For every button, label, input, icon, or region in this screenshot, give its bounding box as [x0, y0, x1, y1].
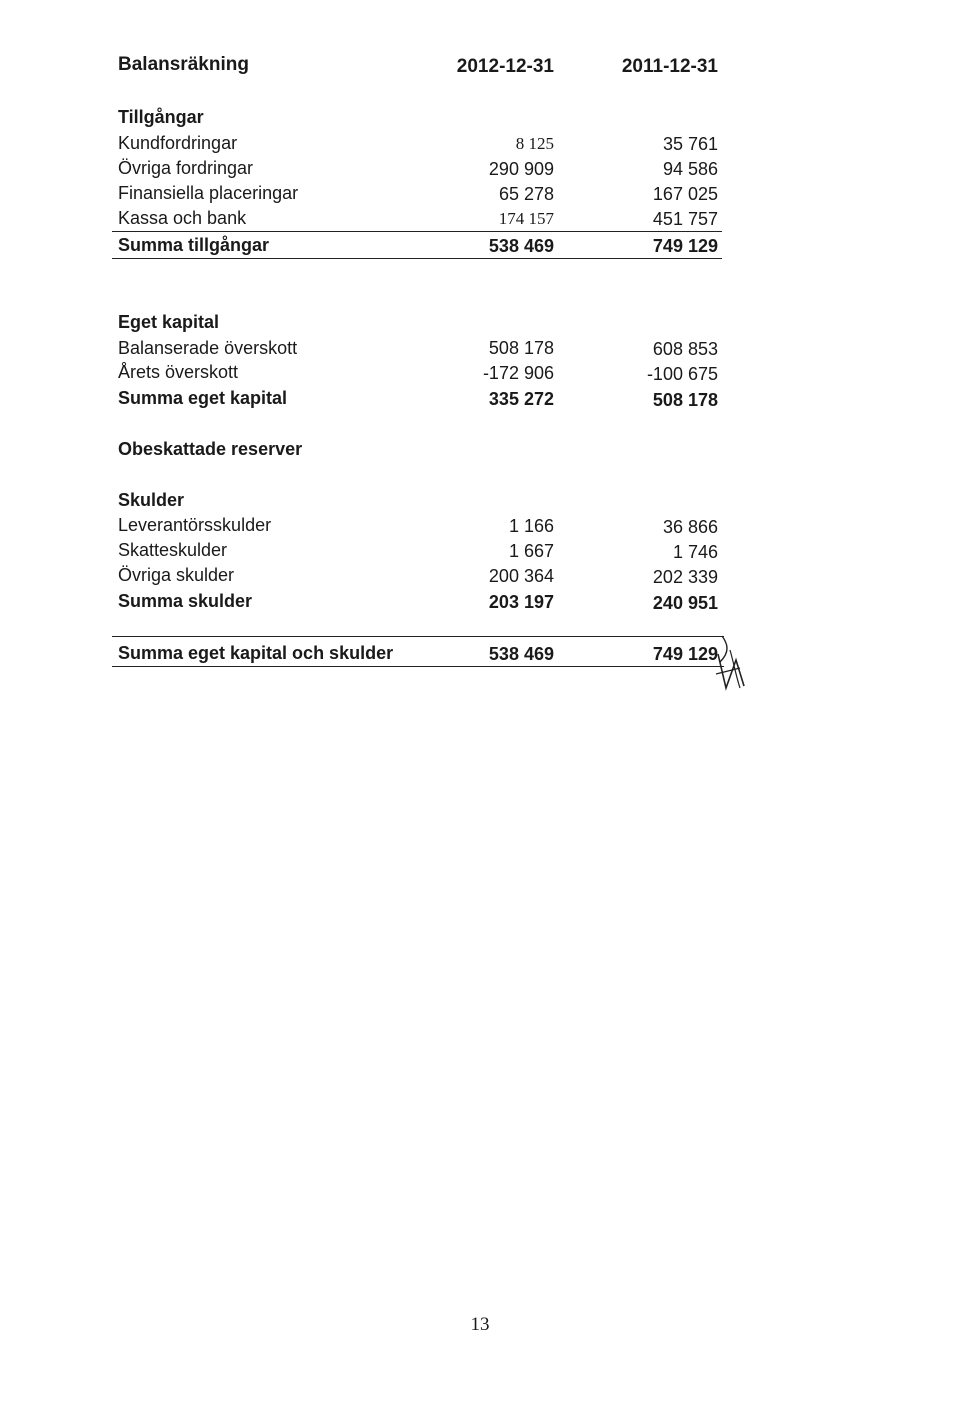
total-equity-2012: 335 272 [488, 389, 554, 409]
row-value-2012: 290 909 [488, 159, 554, 179]
row-value-2012: 1 667 [508, 541, 554, 561]
row-value-2011: 167 025 [652, 184, 718, 204]
total-liabilities-label: Summa skulder [118, 591, 253, 611]
row-value-2012: 1 166 [508, 516, 554, 536]
row-label: Övriga skulder [118, 565, 235, 585]
divider [112, 636, 724, 637]
row-value-2011: -100 675 [646, 364, 718, 384]
total-assets-label: Summa tillgångar [118, 235, 270, 255]
column-header-2012: 2012-12-31 [456, 56, 554, 77]
total-assets-2012: 538 469 [488, 236, 554, 256]
row-label: Leverantörsskulder [118, 515, 272, 535]
balance-sheet-title: Balansräkning [118, 54, 249, 75]
handwritten-initials-icon [700, 630, 760, 692]
row-value-2011: 451 757 [652, 209, 718, 229]
divider [112, 666, 724, 667]
row-value-2012: 508 178 [488, 338, 554, 358]
row-value-2011: 1 746 [672, 542, 718, 562]
row-value-2012: 65 278 [498, 184, 554, 204]
total-equity-2011: 508 178 [652, 390, 718, 410]
row-label: Skatteskulder [118, 540, 228, 560]
row-label: Kundfordringar [118, 133, 238, 153]
total-liabilities-2011: 240 951 [652, 593, 718, 613]
liabilities-heading: Skulder [118, 490, 185, 510]
row-value-2012: 174 157 [498, 209, 554, 228]
total-equity-label: Summa eget kapital [118, 388, 288, 408]
row-value-2012: 200 364 [488, 566, 554, 586]
grand-total-2012: 538 469 [488, 644, 554, 664]
row-value-2011: 202 339 [652, 567, 718, 587]
row-value-2011: 94 586 [662, 159, 718, 179]
divider [112, 231, 722, 232]
total-liabilities-2012: 203 197 [488, 592, 554, 612]
page-number: 13 [470, 1314, 490, 1335]
grand-total-label: Summa eget kapital och skulder [118, 643, 394, 663]
reserves-heading: Obeskattade reserver [118, 439, 303, 459]
row-label: Kassa och bank [118, 208, 247, 228]
row-value-2012: 8 125 [515, 134, 554, 153]
row-label: Finansiella placeringar [118, 183, 299, 203]
divider [112, 258, 722, 259]
row-label: Balanserade överskott [118, 338, 298, 358]
row-label: Övriga fordringar [118, 158, 254, 178]
equity-heading: Eget kapital [118, 312, 220, 332]
row-value-2012: -172 906 [482, 363, 554, 383]
row-value-2011: 35 761 [662, 134, 718, 154]
row-label: Årets överskott [118, 362, 239, 382]
assets-heading: Tillgångar [118, 107, 204, 127]
column-header-2011: 2011-12-31 [621, 56, 718, 77]
row-value-2011: 36 866 [662, 517, 718, 537]
grand-total-2011: 749 129 [652, 644, 718, 664]
row-value-2011: 608 853 [652, 339, 718, 359]
total-assets-2011: 749 129 [652, 236, 718, 256]
